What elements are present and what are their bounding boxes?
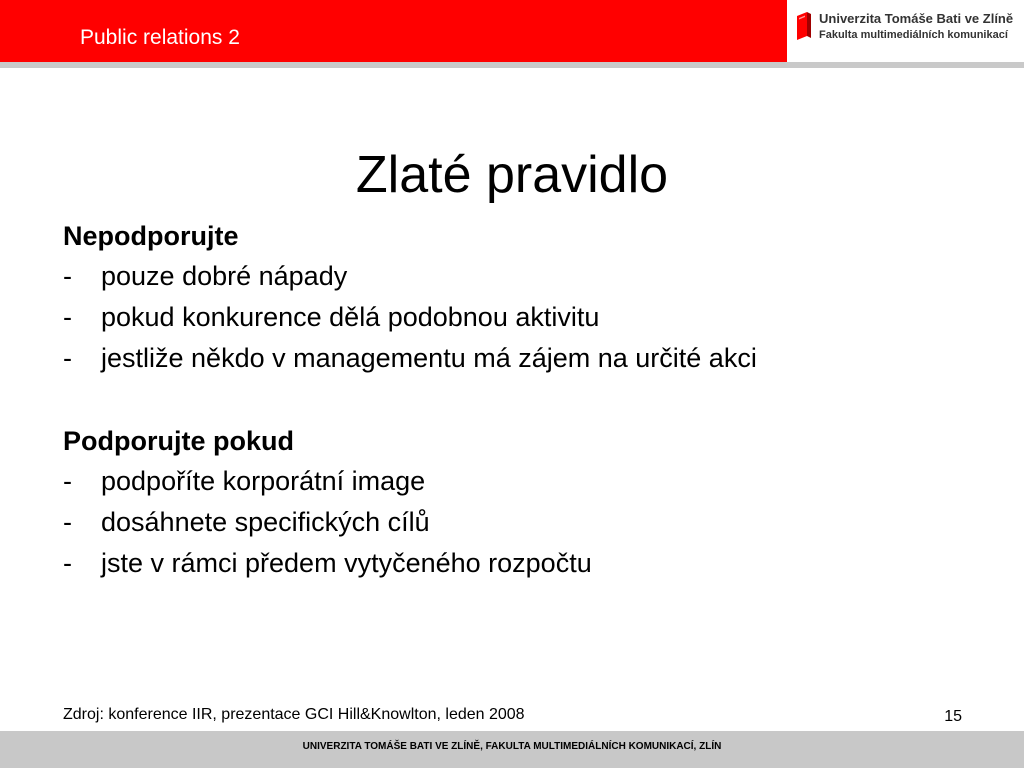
list-item	[63, 543, 983, 584]
slide-header	[0, 0, 1024, 62]
footer-text: UNIVERZITA TOMÁŠE BATI VE ZLÍNĚ, FAKULTA MULTIMEDIÁLNÍCH KOMUNIKACÍ, ZLÍN	[302, 741, 722, 752]
section-spacer	[63, 379, 983, 421]
header-divider	[0, 62, 1024, 68]
slide-content	[63, 216, 983, 584]
bullet-dash: -	[63, 302, 72, 332]
bullet-dash: -	[63, 466, 72, 496]
bullet-dash: -	[63, 548, 72, 578]
course-title: Public relations 2	[80, 26, 240, 49]
list-item	[63, 297, 983, 338]
source-citation: Zdroj: konference IIR, prezentace GCI Hill&Knowlton, leden 2008	[63, 706, 525, 723]
logo-faculty-name: Fakulta multimediálních komunikací	[819, 29, 1008, 41]
bullet-dash: -	[63, 343, 72, 373]
book-logo-icon	[797, 12, 811, 40]
bullet-text: pokud konkurence dělá podobnou aktivitu	[101, 302, 600, 332]
bullet-dash: -	[63, 261, 72, 291]
list-item	[63, 461, 983, 502]
bullet-text: pouze dobré nápady	[101, 261, 348, 291]
logo-university-name: Univerzita Tomáše Bati ve Zlíně	[819, 11, 1014, 26]
bullet-text: jste v rámci předem vytyčeného rozpočtu	[101, 548, 592, 578]
page-number: 15	[944, 708, 962, 725]
list-item	[63, 338, 983, 379]
bullet-dash: -	[63, 507, 72, 537]
bullet-text: podpoříte korporátní image	[101, 466, 426, 496]
section-heading-podporujte-pokud: Podporujte pokud	[63, 426, 294, 456]
bullet-text: jestliže někdo v managementu má zájem na určité akci	[101, 343, 757, 373]
bullet-text: dosáhnete specifických cílů	[101, 507, 430, 537]
university-logo	[797, 10, 1019, 46]
header-red-band	[0, 0, 787, 62]
slide-title: Zlaté pravidlo	[355, 146, 669, 204]
list-item	[63, 256, 983, 297]
slide-footer	[0, 731, 1024, 768]
list-item	[63, 502, 983, 543]
section-heading-nepodporujte: Nepodporujte	[63, 221, 239, 251]
